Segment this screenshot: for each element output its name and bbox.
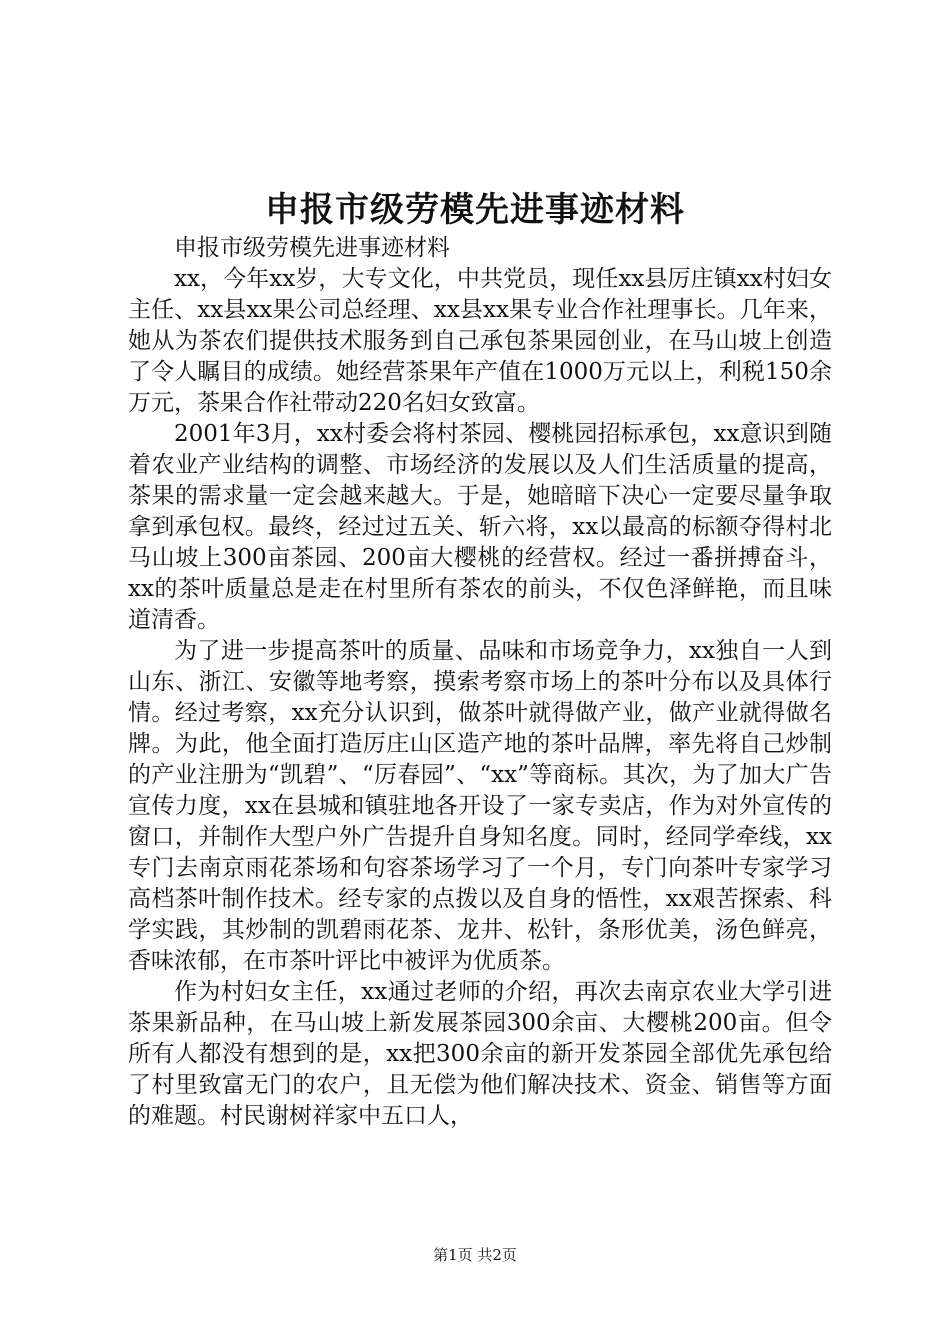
document-subtitle: 申报市级劳模先进事迹材料 xyxy=(174,235,450,261)
paragraph-3: 为了进一步提高茶叶的质量、品味和市场竞争力，xx独自一人到山东、浙江、安徽等地考察，摸索考察市场上的茶叶分布以及具体行情。经过考察，xx充分认识到，做茶叶就得做产业，做产业就得做名牌。为此，他全面打造厉庄山区造产地的茶叶品牌，率先将自己炒制的产业注册为“凯碧”、“厉春园”、“xx”等商标。其次，为了加大广告宣传力度，xx在县城和镇驻地各开设了一家专卖店，作为对外宣传的窗口，并制作大型户外广告提升自身知名度。同时，经同学牵线，xx专门去南京雨花茶场和句容茶场学习了一个月，专门向茶叶专家学习高档茶叶制作技术。经专家的点拨以及自身的悟性，xx艰苦探索、科学实践，其炒制的凯碧雨花茶、龙井、松针，条形优美，汤色鲜亮，香味浓郁，在市茶叶评比中被评为优质茶。 xyxy=(128,638,832,974)
document-body xyxy=(128,233,832,1132)
paragraph-1: xx，今年xx岁，大专文化，中共党员，现任xx县厉庄镇xx村妇女主任、xx县xx果公司总经理、xx县xx果专业合作社理事长。几年来，她从为茶农们提供技术服务到自己承包茶果园创业，在马山坡上创造了令人瞩目的成绩。她经营茶果年产值在1000万元以上，利税150余万元，茶果合作社带动220名妇女致富。 xyxy=(128,266,832,416)
paragraph-4: 作为村妇女主任，xx通过老师的介绍，再次去南京农业大学引进茶果新品种，在马山坡上新发展茶园300余亩、大樱桃200亩。但令所有人都没有想到的是，xx把300余亩的新开发茶园全部优先承包给了村里致富无门的农户，且无偿为他们解决技术、资金、销售等方面的难题。村民谢树祥家中五口人， xyxy=(128,979,832,1129)
page-number: 第1页 共2页 xyxy=(433,1246,517,1264)
document-title: 申报市级劳模先进事迹材料 xyxy=(265,190,685,230)
paragraph-2: 2001年3月，xx村委会将村茶园、樱桃园招标承包，xx意识到随着农业产业结构的调整、市场经济的发展以及人们生活质量的提高，茶果的需求量一定会越来越大。于是，她暗暗下决心一定要尽量争取拿到承包权。最终，经过过五关、斩六将，xx以最高的标额夺得村北马山坡上300亩茶园、200亩大樱桃的经营权。经过一番拼搏奋斗，xx的茶叶质量总是走在村里所有茶农的前头，不仅色泽鲜艳，而且味道清香。 xyxy=(128,421,832,633)
